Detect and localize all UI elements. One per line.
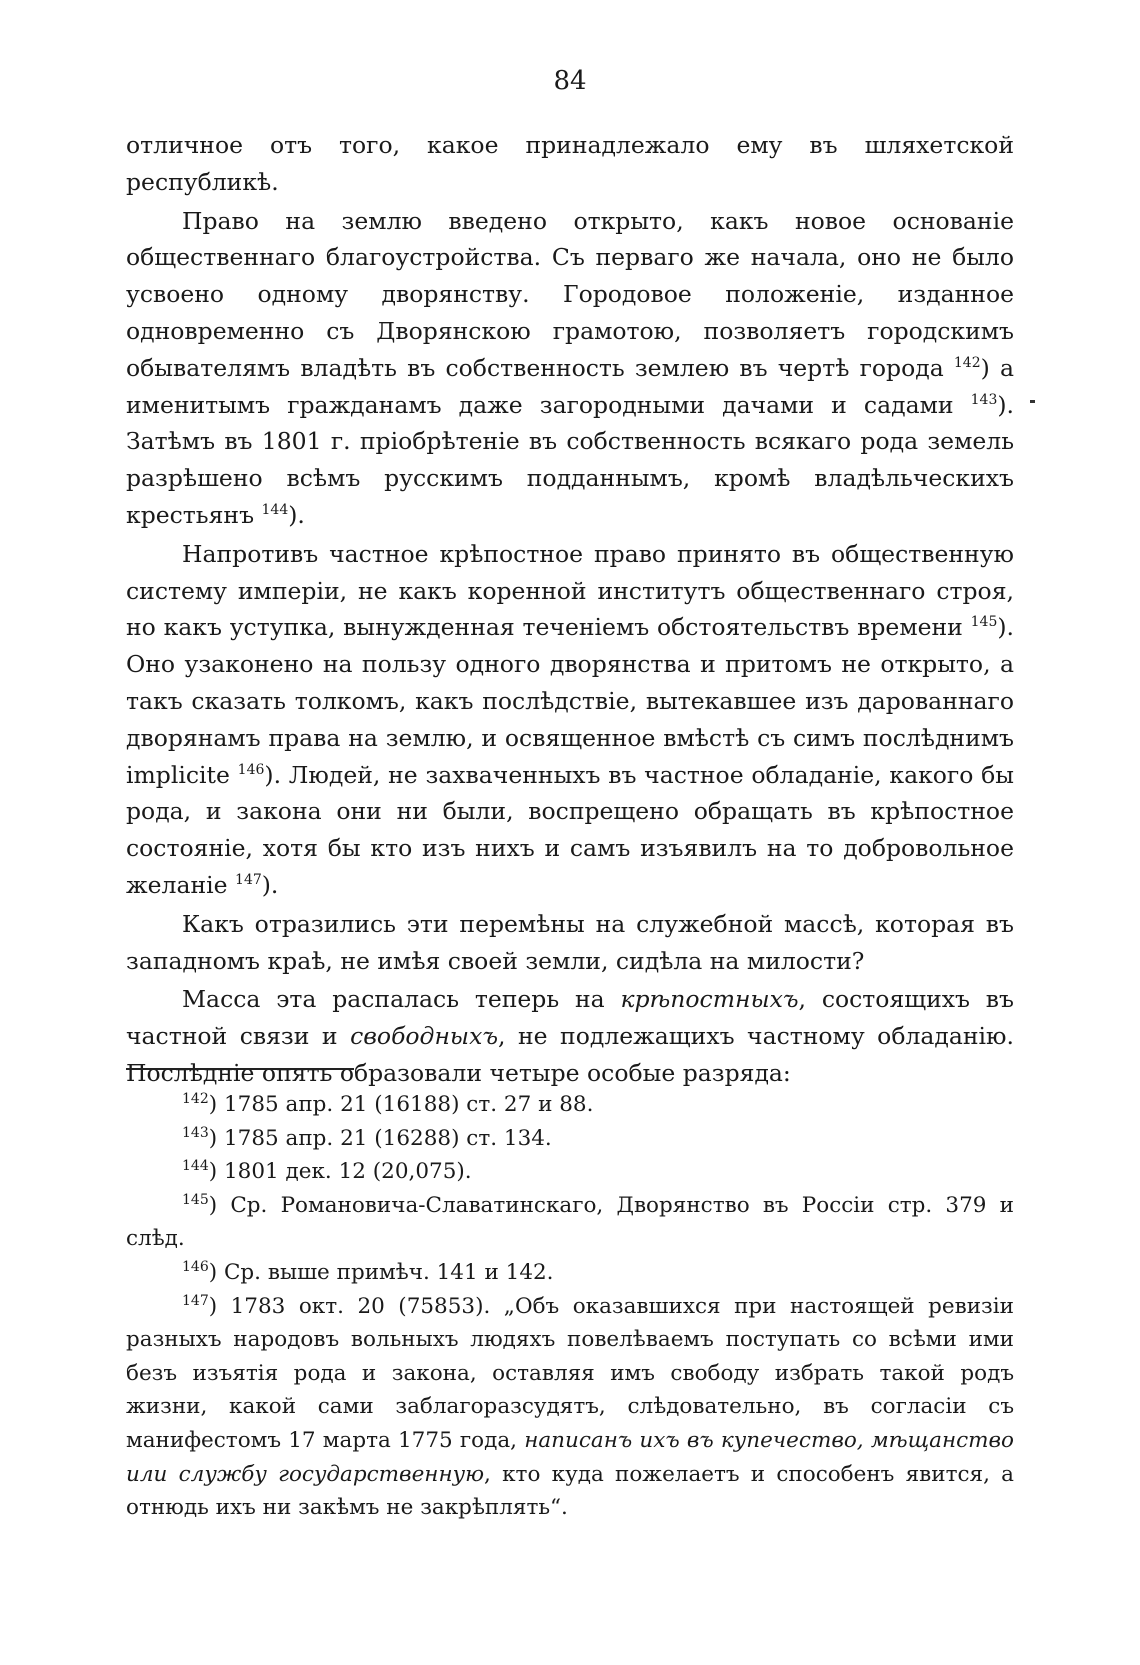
footnote: $^{142}$) 1785 апр. 21 (16188) ст. 27 и 88.	[182, 1090, 594, 1117]
text-run: ).	[261, 870, 279, 899]
margin-mark	[1030, 400, 1035, 403]
footnote-number: 144	[182, 1158, 209, 1175]
text-run: 1785 апр. 21 (16188) ст. 27 и 88.	[223, 1092, 594, 1117]
main-text	[126, 127, 1014, 1094]
footnote: $^{144}$) 1801 дек. 12 (20,075).	[182, 1158, 472, 1185]
footnote-ref: 142	[953, 354, 981, 371]
text-run: , не подлежащихъ частному обладанію. Послѣдніе опять образовали четыре особые разряда:	[126, 1022, 1014, 1087]
italic-text: крѣпостныхъ	[620, 985, 799, 1014]
footnote-number: 146	[182, 1258, 209, 1275]
footnote-number: 142	[182, 1090, 209, 1107]
text-run: , кто куда пожелаетъ и способенъ явится, а отнюдь ихъ ни закѣмъ не закрѣплять“.	[126, 1461, 1014, 1521]
text-run: ) а именитымъ гражданамъ даже загородными дачами и садами	[126, 353, 1014, 419]
text-run: ). Оно узаконено на пользу одного дворянства и притомъ не открыто, а такъ сказать толкомъ, какъ послѣдствіе, вытекавшее изъ дарованнаго дворянамъ права на землю, и освященное вмѣстѣ съ симъ послѣднимъ implicite	[126, 613, 1014, 789]
paragraph	[126, 536, 1014, 904]
footnote-separator	[126, 1068, 354, 1070]
footnote-ref: 143	[970, 391, 998, 408]
text-run: Ср. выше примѣч. 141 и 142.	[223, 1259, 554, 1285]
italic-text: свободныхъ	[350, 1022, 498, 1051]
text-run: ). Людей, не захваченныхъ въ частное обладаніе, какого бы рода, и закона они ни были, воспрещено обращать въ крѣпостное состояніе, хотя бы кто изъ нихъ и самъ изъявилъ на то добровольное желаніе	[126, 760, 1014, 899]
text-run: Право на землю введено открыто, какъ новое основаніе общественнаго благоустройства. Съ перваго же начала, оно не было усвоено одному дворянству. Городовое положеніе, изданное одновременно съ Дворянскою грамотою, позволяетъ городскимъ обывателямъ владѣть въ собственность землею въ чертѣ города	[126, 206, 1014, 382]
text-run: 1785 апр. 21 (16288) ст. 134.	[223, 1125, 552, 1151]
page-number: 84	[553, 66, 587, 96]
footnote-number: 145	[182, 1191, 209, 1208]
text-run: 1801 дек. 12 (20,075).	[223, 1159, 472, 1185]
footnotes	[126, 1088, 1014, 1525]
paragraph	[126, 906, 1014, 980]
footnote: $^{143}$) 1785 апр. 21 (16288) ст. 134.	[182, 1124, 552, 1151]
text-run: , состоящихъ въ частной связи и	[126, 985, 1014, 1051]
footnote: $^{146}$) Ср. выше примѣч. 141 и 142.	[182, 1258, 554, 1285]
paragraph	[126, 203, 1014, 534]
paragraph	[126, 127, 1014, 201]
footnote-ref: 147	[235, 872, 262, 889]
footnote-ref: 146	[237, 761, 265, 778]
footnote-number: 143	[182, 1124, 209, 1141]
text-run: ). Затѣмъ въ 1801 г. пріобрѣтеніе въ собственность всякаго рода земель разрѣшено всѣмъ русскимъ подданнымъ, кромѣ владѣльческихъ крестьянъ	[126, 390, 1014, 529]
footnote: $^{147}$) 1783 окт. 20 (75853). „Объ оказавшихся при настоящей ревизіи разныхъ народовъ вольныхъ людяхъ повелѣваемъ поступать со всѣми ими безъ изъятія рода и закона, оставляя имъ свободу избрать такой родъ жизни, какой сами заблагоразсудятъ, слѣдовательно, въ согласіи съ манифестомъ 17 марта 1775 года, написанъ ихъ въ купечество, мѣщанство или службу государственную, кто куда пожелаетъ и способенъ явится, а отнюдь ихъ ни закѣмъ не закрѣплять“.	[126, 1292, 1015, 1521]
text-run: Какъ отразились эти перемѣны на служебной массѣ, которая въ западномъ краѣ, не имѣя своей земли, сидѣла на милости?	[126, 909, 1014, 975]
text-run: ).	[288, 500, 305, 529]
paragraph	[126, 981, 1014, 1091]
text-run: Масса эта распалась теперь на	[182, 985, 621, 1014]
footnote-ref: 144	[261, 502, 289, 519]
text-run: Напротивъ частное крѣпостное право принято въ общественную систему имперіи, не какъ коренной институтъ общественнаго строя, но какъ уступка, вынужденная теченіемъ обстоятельствъ времени	[126, 539, 1014, 642]
text-run: отличное отъ того, какое принадлежало ему въ шляхетской республикѣ.	[126, 131, 1014, 196]
text-run: 1783 окт. 20 (75853). „Объ оказавшихся при настоящей ревизіи разныхъ народовъ вольныхъ людяхъ повелѣваемъ поступать со всѣми ими безъ изъятія рода и закона, оставляя имъ свободу избрать такой родъ жизни, какой сами заблагоразсудятъ, слѣдовательно, въ согласіи съ манифестомъ 17 марта 1775 года,	[126, 1293, 1014, 1453]
italic-text: написанъ ихъ въ купечество, мѣщанство или службу государственную	[126, 1427, 1015, 1487]
text-run: Ср. Романовича-Славатинскаго, Дворянство въ Россіи стр. 379 и слѣд.	[126, 1192, 1014, 1252]
footnote: $^{145}$) Ср. Романовича-Славатинскаго, Дворянство въ Россіи стр. 379 и слѣд.	[126, 1191, 1014, 1252]
footnote-number: 147	[182, 1292, 209, 1309]
footnote-ref: 145	[970, 614, 998, 631]
